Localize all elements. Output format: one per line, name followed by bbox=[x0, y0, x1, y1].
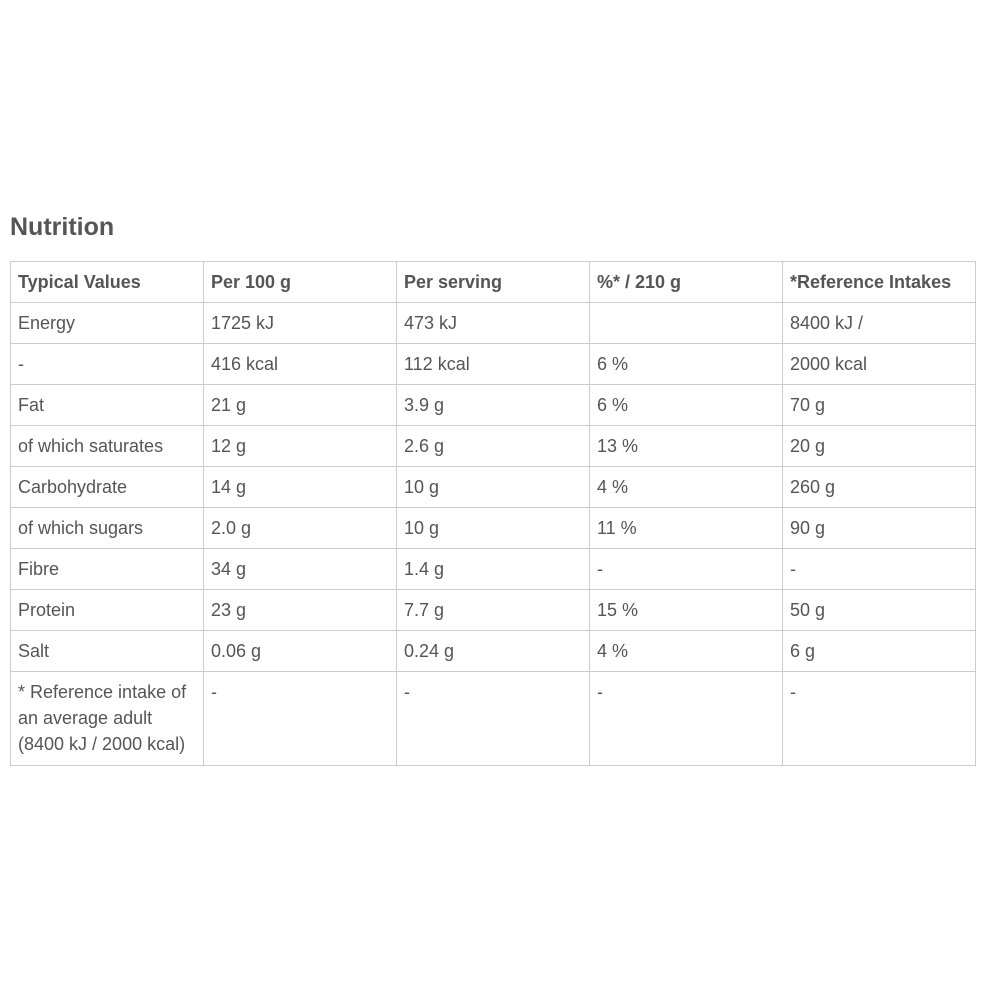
row-label: Energy bbox=[11, 303, 204, 344]
header-percent-210g: %* / 210 g bbox=[590, 262, 783, 303]
header-per-100g: Per 100 g bbox=[204, 262, 397, 303]
header-reference-intakes: *Reference Intakes bbox=[783, 262, 976, 303]
cell-per-100g: - bbox=[204, 672, 397, 766]
table-row bbox=[11, 672, 976, 766]
cell-per-serving: 0.24 g bbox=[397, 631, 590, 672]
cell-percent: - bbox=[590, 672, 783, 766]
cell-reference-intake: 90 g bbox=[783, 508, 976, 549]
cell-reference-intake: 20 g bbox=[783, 426, 976, 467]
cell-per-serving: 1.4 g bbox=[397, 549, 590, 590]
cell-per-100g: 14 g bbox=[204, 467, 397, 508]
cell-percent bbox=[590, 303, 783, 344]
cell-reference-intake: 8400 kJ / bbox=[783, 303, 976, 344]
cell-per-serving: 10 g bbox=[397, 467, 590, 508]
cell-per-serving: 7.7 g bbox=[397, 590, 590, 631]
cell-percent: 4 % bbox=[590, 467, 783, 508]
table-row bbox=[11, 344, 976, 385]
table-row bbox=[11, 426, 976, 467]
cell-per-100g: 12 g bbox=[204, 426, 397, 467]
row-label: Salt bbox=[11, 631, 204, 672]
cell-reference-intake: 70 g bbox=[783, 385, 976, 426]
cell-per-serving: 3.9 g bbox=[397, 385, 590, 426]
table-row bbox=[11, 549, 976, 590]
row-label: Carbohydrate bbox=[11, 467, 204, 508]
table-header-row bbox=[11, 262, 976, 303]
header-typical-values: Typical Values bbox=[11, 262, 204, 303]
cell-reference-intake: 50 g bbox=[783, 590, 976, 631]
cell-reference-intake: 260 g bbox=[783, 467, 976, 508]
cell-percent: 13 % bbox=[590, 426, 783, 467]
cell-per-serving: 112 kcal bbox=[397, 344, 590, 385]
cell-per-100g: 21 g bbox=[204, 385, 397, 426]
row-label: of which sugars bbox=[11, 508, 204, 549]
cell-per-100g: 0.06 g bbox=[204, 631, 397, 672]
row-label-footnote: * Reference intake of an average adult (8400 kJ / 2000 kcal) bbox=[11, 672, 204, 766]
page-title: Nutrition bbox=[10, 213, 115, 241]
cell-percent: 11 % bbox=[590, 508, 783, 549]
cell-percent: 6 % bbox=[590, 385, 783, 426]
cell-per-100g: 23 g bbox=[204, 590, 397, 631]
cell-percent: - bbox=[590, 549, 783, 590]
cell-reference-intake: 6 g bbox=[783, 631, 976, 672]
nutrition-table bbox=[10, 261, 976, 766]
cell-percent: 4 % bbox=[590, 631, 783, 672]
header-per-serving: Per serving bbox=[397, 262, 590, 303]
cell-percent: 15 % bbox=[590, 590, 783, 631]
cell-per-100g: 2.0 g bbox=[204, 508, 397, 549]
cell-per-serving: - bbox=[397, 672, 590, 766]
table-row bbox=[11, 590, 976, 631]
table-row bbox=[11, 467, 976, 508]
cell-percent: 6 % bbox=[590, 344, 783, 385]
table-row bbox=[11, 508, 976, 549]
table-row bbox=[11, 303, 976, 344]
cell-per-100g: 416 kcal bbox=[204, 344, 397, 385]
cell-per-serving: 10 g bbox=[397, 508, 590, 549]
table-row bbox=[11, 631, 976, 672]
row-label: Protein bbox=[11, 590, 204, 631]
cell-reference-intake: 2000 kcal bbox=[783, 344, 976, 385]
row-label: - bbox=[11, 344, 204, 385]
row-label: of which saturates bbox=[11, 426, 204, 467]
row-label: Fat bbox=[11, 385, 204, 426]
cell-per-serving: 473 kJ bbox=[397, 303, 590, 344]
cell-reference-intake: - bbox=[783, 672, 976, 766]
cell-per-100g: 1725 kJ bbox=[204, 303, 397, 344]
table-row bbox=[11, 385, 976, 426]
cell-per-serving: 2.6 g bbox=[397, 426, 590, 467]
cell-reference-intake: - bbox=[783, 549, 976, 590]
cell-per-100g: 34 g bbox=[204, 549, 397, 590]
row-label: Fibre bbox=[11, 549, 204, 590]
